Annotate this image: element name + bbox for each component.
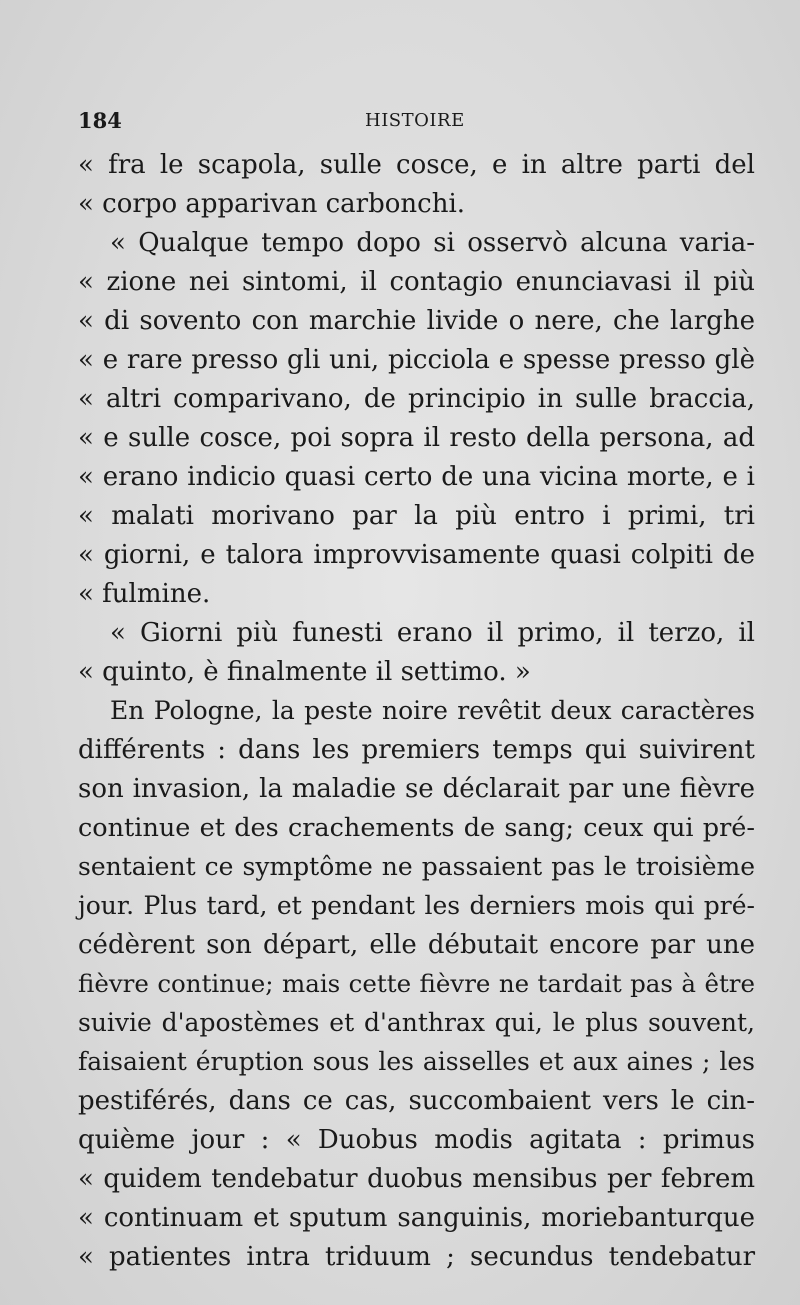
page-number: 184 [78,108,122,133]
text-line: son invasion, la maladie se déclarait par une fièvre [78,774,755,804]
text-line: « erano indicio quasi certo de una vicina morte, e i [78,462,755,492]
text-line: différents : dans les premiers temps qui suivirent [78,735,755,765]
text-line: sentaient ce symptôme ne passaient pas le troisième [78,852,755,881]
text-line: suivie d'apostèmes et d'anthrax qui, le plus souvent, [78,1008,755,1037]
running-title: HISTOIRE [365,110,465,131]
text-line: « corpo apparivan carbonchi. [78,189,466,219]
text-line: « quidem tendebatur duobus mensibus per febrem [78,1164,755,1194]
text-line: fièvre continue; mais cette fièvre ne tardait pas à être [78,969,755,998]
text-line: continue et des crachements de sang; ceux qui pré- [78,813,755,843]
page-header [78,108,758,136]
text-line: « patientes intra triduum ; secundus tendebatur [78,1242,755,1272]
text-line: « fulmine. [78,579,211,609]
text-line: En Pologne, la peste noire revêtit deux caractères [110,696,755,725]
text-line: pestiférés, dans ce cas, succombaient vers le cin- [78,1086,755,1116]
text-line: jour. Plus tard, et pendant les derniers mois qui pré- [78,891,755,920]
text-line: faisaient éruption sous les aisselles et aux aines ; les [78,1047,755,1076]
text-line: « malati morivano par la più entro i primi, tri [78,501,755,531]
text-line: « altri comparivano, de principio in sulle braccia, [78,384,755,414]
text-line: « di sovento con marchie livide o nere, che larghe [78,306,755,336]
text-line: cédèrent son départ, elle débutait encore par une [78,930,755,960]
text-line: « e sulle cosce, poi sopra il resto della persona, ad [78,423,755,453]
text-line: « quinto, è finalmente il settimo. » [78,657,531,687]
text-line: « continuam et sputum sanguinis, moriebanturque [78,1203,755,1233]
text-line: « Qualque tempo dopo si osservò alcuna varia- [110,228,755,258]
text-line: quième jour : « Duobus modis agitata : primus [78,1125,755,1155]
text-line: « fra le scapola, sulle cosce, e in altre parti del [78,150,755,180]
text-line: « zione nei sintomi, il contagio enunciavasi il più [78,267,755,297]
text-line: « giorni, e talora improvvisamente quasi colpiti de [78,540,755,570]
text-line: « Giorni più funesti erano il primo, il terzo, il [110,618,755,648]
text-line: « e rare presso gli uni, picciola e spesse presso glè [78,345,755,375]
